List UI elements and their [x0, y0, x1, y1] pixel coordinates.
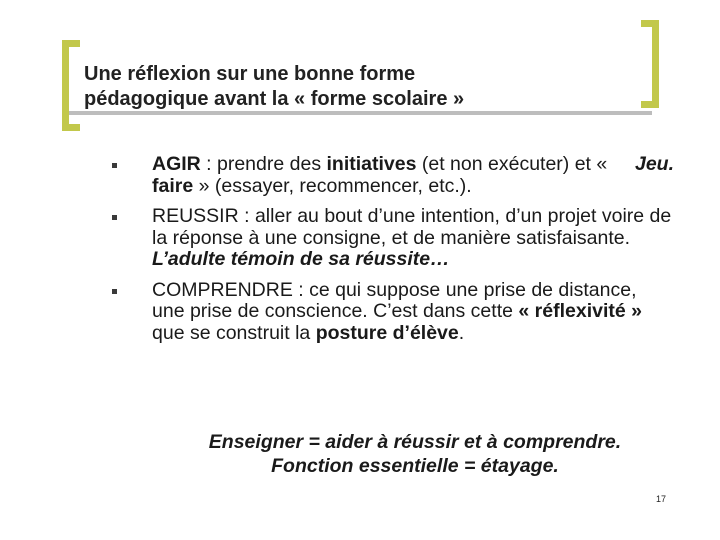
keyword-comprendre: COMPRENDRE — [152, 278, 293, 301]
item-text: » (essayer, recommencer, etc.). — [193, 174, 472, 197]
bullet-square-icon — [112, 289, 117, 294]
bullet-list — [112, 154, 672, 353]
slide-title — [84, 62, 464, 112]
page-number: 17 — [656, 494, 667, 504]
bold-reflexivite: « réflexivité » — [518, 300, 642, 322]
bold-faire: faire — [152, 174, 194, 197]
keyword-reussir: REUSSIR — [152, 205, 239, 227]
jeu-label: Jeu. — [634, 153, 674, 175]
item-text: : aller au bout d’une intention, d’un projet voire de la réponse à une consigne, et de manière satisfaisante. — [152, 205, 672, 249]
conclusion — [150, 430, 680, 478]
bold-italic-temoin: L’adulte témoin de sa réussite… — [152, 248, 450, 270]
item-text: (et non exécuter) et « — [416, 153, 608, 175]
title-line-2: pédagogique avant la « forme scolaire » — [84, 88, 465, 110]
item-text: . — [458, 321, 465, 344]
conclusion-line-2: Fonction essentielle = étayage. — [271, 455, 559, 477]
bold-initiatives: initiatives — [326, 153, 417, 175]
bullet-square-icon — [112, 163, 117, 168]
list-item-reussir — [112, 206, 672, 271]
item-text: que se construit la — [152, 321, 316, 344]
title-line-1: Une réflexion sur une bonne forme — [84, 63, 416, 85]
list-item-agir — [112, 154, 672, 197]
list-item-comprendre — [112, 280, 672, 345]
bold-posture: posture d’élève — [315, 321, 459, 344]
keyword-agir: AGIR — [152, 153, 201, 175]
bullet-square-icon — [112, 215, 117, 220]
conclusion-line-1: Enseigner = aider à réussir et à comprendre. — [208, 431, 622, 453]
item-text: : prendre des — [200, 153, 327, 175]
item-text: : ce qui suppose une prise de distance, une prise de conscience. C’est dans cette — [152, 278, 637, 322]
